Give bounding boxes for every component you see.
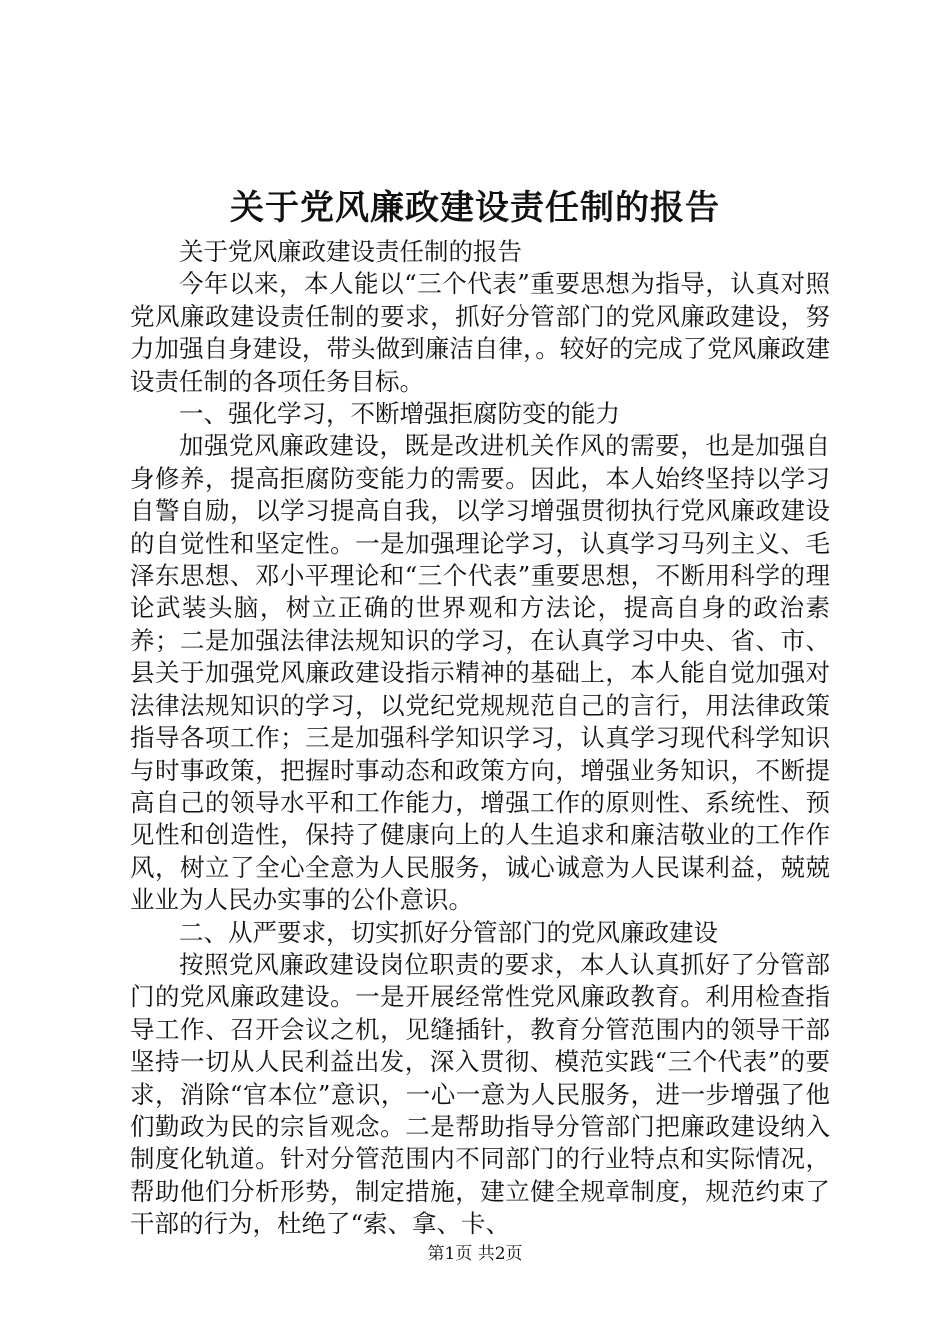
section-heading-1: 一、强化学习，不断增强拒腐防变的能力 [179, 399, 620, 429]
section-heading-2: 二、从严要求，切实抓好分管部门的党风廉政建设 [179, 917, 718, 947]
document-body [130, 236, 830, 1241]
paragraph-section-2: 按照党风廉政建设岗位职责的要求，本人认真抓好了分管部门的党风廉政建设。一是开展经常性党风廉政教育。利用检查指导工作、召开会议之机，见缝插针，教育分管范围内的领导干部坚持一切从人民利益出发，深入贯彻、模范实践“三个代表”的要求，消除“官本位”意识，一心一意为人民服务，进一步增强了他们勤政为民的宗旨观念。二是帮助指导分管部门把廉政建设纳入制度化轨道。针对分管范围内不同部门的行业特点和实际情况，帮助他们分析形势，制定措施，建立健全规章制度，规范约束了干部的行为，杜绝了“索、拿、卡、 [130, 949, 830, 1239]
document-title: 关于党风廉政建设责任制的报告 [230, 188, 720, 228]
page-number-footer: 第1页 共2页 [427, 1244, 523, 1264]
paragraph-subtitle: 关于党风廉政建设责任制的报告 [179, 237, 522, 266]
paragraph-section-1: 加强党风廉政建设，既是改进机关作风的需要，也是加强自身修养，提高拒腐防变能力的需要。因此，本人始终坚持以学习自警自励，以学习提高自我，以学习增强贯彻执行党风廉政建设的自觉性和坚定性。一是加强理论学习，认真学习马列主义、毛泽东思想、邓小平理论和“三个代表”重要思想，不断用科学的理论武装头脑，树立正确的世界观和方法论，提高自身的政治素养；二是加强法律法规知识的学习，在认真学习中央、省、市、县关于加强党风廉政建设指示精神的基础上，本人能自觉加强对法律法规知识的学习，以党纪党规规范自己的言行，用法律政策指导各项工作；三是加强科学知识学习，认真学习现代科学知识与时事政策，把握时事动态和政策方向，增强业务知识，不断提高自己的领导水平和工作能力，增强工作的原则性、系统性、预见性和创造性，保持了健康向上的人生追求和廉洁敬业的工作作风，树立了全心全意为人民服务，诚心诚意为人民谋利益，兢兢业业为人民办实事的公仆意识。 [130, 431, 830, 915]
paragraph-intro: 今年以来，本人能以“三个代表”重要思想为指导，认真对照党风廉政建设责任制的要求，抓好分管部门的党风廉政建设，努力加强自身建设，带头做到廉洁自律，。较好的完成了党风廉政建设责任制的各项任务目标。 [130, 269, 830, 396]
